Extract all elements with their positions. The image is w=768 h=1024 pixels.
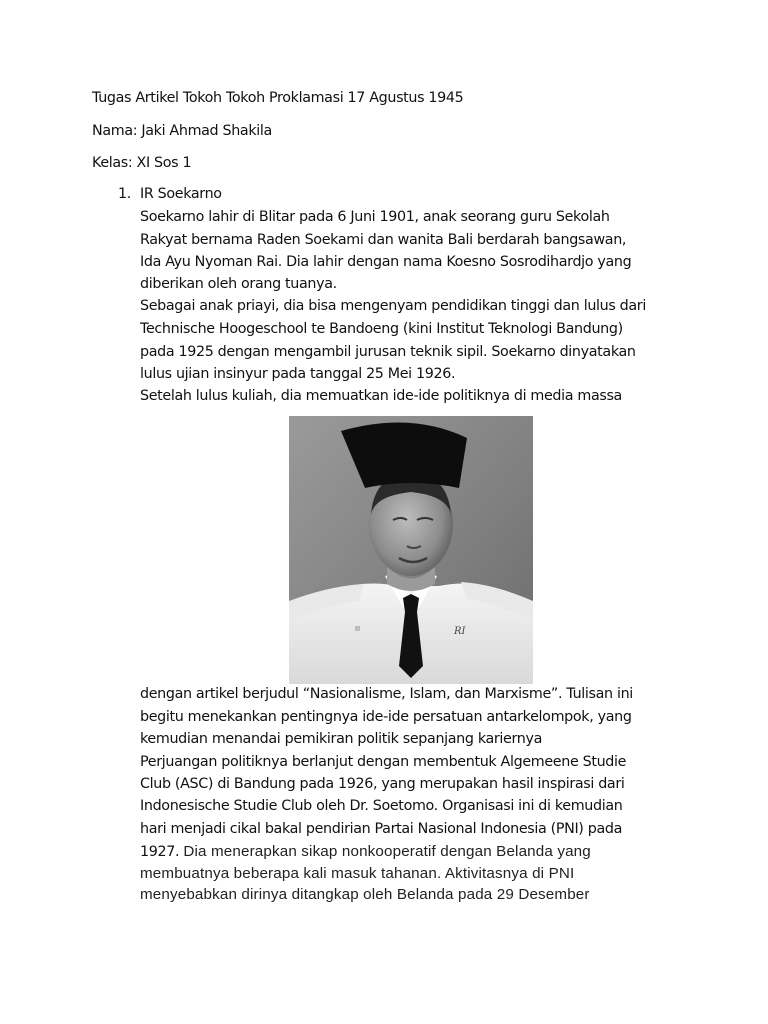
paragraph-line: Perjuangan politiknya berlanjut dengan membentuk Algemeene Studie	[140, 754, 627, 770]
paragraph-line: Technische Hoogeschool te Bandoeng (kini Institut Teknologi Bandung)	[140, 321, 623, 337]
paragraph-line: Sebagai anak priayi, dia bisa mengenyam pendidikan tinggi dan lulus dari	[140, 298, 646, 314]
paragraph-line-mixed	[140, 843, 591, 860]
paragraph-line: hari menjadi cikal bakal pendirian Partai Nasional Indonesia (PNI) pada	[140, 821, 623, 837]
ri-collar-badge: RI	[454, 626, 466, 637]
paragraph-tail-text: Dia menerapkan sikap nonkooperatif dengan Belanda yang	[183, 843, 591, 860]
paragraph-line: Setelah lulus kuliah, dia memuatkan ide-ide politiknya di media massa	[140, 388, 622, 404]
paragraph-line: begitu menekankan pentingnya ide-ide persatuan antarkelompok, yang	[140, 709, 632, 725]
paragraph-line: Rakyat bernama Raden Soekami dan wanita Bali berdarah bangsawan,	[140, 232, 627, 248]
section-heading: IR Soekarno	[140, 186, 222, 202]
list-number: 1.	[118, 186, 131, 202]
paragraph-line: diberikan oleh orang tuanya.	[140, 276, 337, 292]
portrait-illustration	[289, 416, 533, 684]
year-text: 1927.	[140, 844, 180, 860]
paragraph-line: dengan artikel berjudul “Nasionalisme, Islam, dan Marxisme”. Tulisan ini	[140, 686, 633, 702]
assignment-title: Tugas Artikel Tokoh Tokoh Proklamasi 17 Agustus 1945	[92, 90, 464, 106]
soekarno-portrait-photo	[289, 416, 533, 684]
student-name: Nama: Jaki Ahmad Shakila	[92, 123, 272, 139]
paragraph-line: menyebabkan dirinya ditangkap oleh Belanda pada 29 Desember	[140, 886, 590, 903]
paragraph-line: lulus ujian insinyur pada tanggal 25 Mei 1926.	[140, 366, 456, 382]
paragraph-line: Club (ASC) di Bandung pada 1926, yang merupakan hasil inspirasi dari	[140, 776, 625, 792]
paragraph-line: Soekarno lahir di Blitar pada 6 Juni 1901, anak seorang guru Sekolah	[140, 209, 610, 225]
paragraph-line: Ida Ayu Nyoman Rai. Dia lahir dengan nama Koesno Sosrodihardjo yang	[140, 254, 632, 270]
student-class: Kelas: XI Sos 1	[92, 155, 192, 171]
paragraph-line: kemudian menandai pemikiran politik sepanjang kariernya	[140, 731, 543, 747]
paragraph-line: membuatnya beberapa kali masuk tahanan. Aktivitasnya di PNI	[140, 865, 575, 882]
paragraph-line: pada 1925 dengan mengambil jurusan teknik sipil. Soekarno dinyatakan	[140, 344, 636, 360]
paragraph-line: Indonesische Studie Club oleh Dr. Soetomo. Organisasi ini di kemudian	[140, 798, 623, 814]
